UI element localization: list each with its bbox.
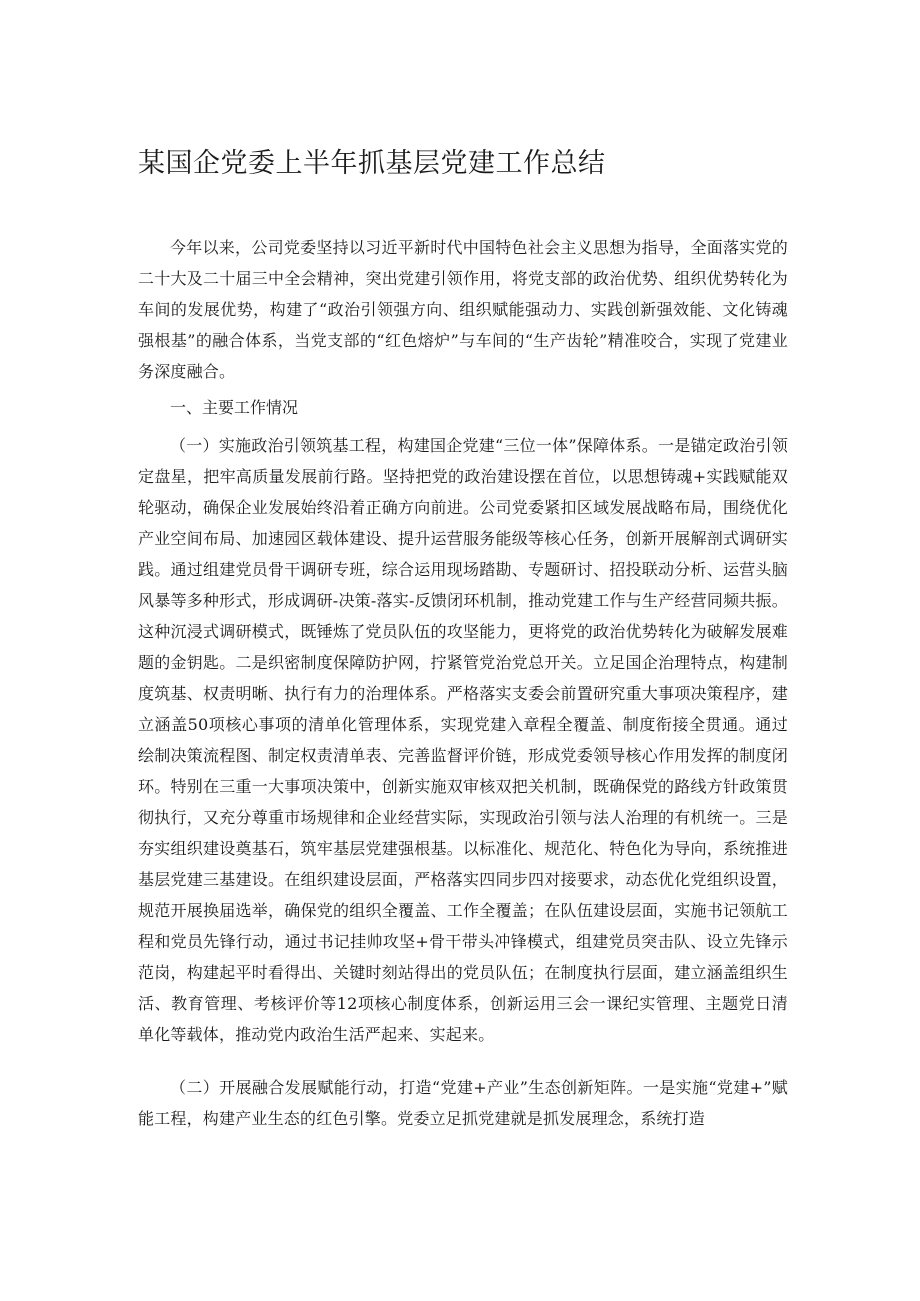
section1-paragraph-1: （一）实施政治引领筑基工程，构建国企党建“三位一体”保障体系。一是锚定政治引领定盘星，把牢高质量发展前行路。坚持把党的政治建设摆在首位，以思想铸魂+实践赋能双轮驱动，确保企业发展始终沿着正确方向前进。公司党委紧扣区域发展战略布局，围绕优化产业空间布局、加速园区载体建设、提升运营服务能级等核心任务，创新开展解剖式调研实践。通过组建党员骨干调研专班，综合运用现场踏勘、专题研讨、招投联动分析、运营头脑风暴等多种形式，形成调研-决策-落实-反馈闭环机制，推动党建工作与生产经营同频共振。这种沉浸式调研模式，既锤炼了党员队伍的攻坚能力，更将党的政治优势转化为破解发展难题的金钥匙。二是织密制度保障防护网，拧紧管党治党总开关。立足国企治理特点，构建制度筑基、权责明晰、执行有力的治理体系。严格落实支委会前置研究重大事项决策程序，建立涵盖50项核心事项的清单化管理体系，实现党建入章程全覆盖、制度衔接全贯通。通过绘制决策流程图、制定权责清单表、完善监督评价链，形成党委领导核心作用发挥的制度闭环。特别在三重一大事项决策中，创新实施双审核双把关机制，既确保党的路线方针政策贯彻执行，又充分尊重市场规律和企业经营实际，实现政治引领与法人治理的有机统一。三是夯实组织建设奠基石，筑牢基层党建强根基。以标准化、规范化、特色化为导向，系统推进基层党建三基建设。在组织建设层面，严格落实四同步四对接要求，动态优化党组织设置，规范开展换届选举，确保党的组织全覆盖、工作全覆盖；在队伍建设层面，实施书记领航工程和党员先锋行动，通过书记挂帅攻坚+骨干带头冲锋模式，组建党员突击队、设立先锋示范岗，构建起平时看得出、关键时刻站得出的党员队伍；在制度执行层面，建立涵盖组织生活、教育管理、考核评价等12项核心制度体系，创新运用三会一课纪实管理、主题党日清单化等载体，推动党内政治生活严起来、实起来。 xyxy=(138,436,788,1044)
section1-paragraph-2: （二）开展融合发展赋能行动，打造“党建+产业”生态创新矩阵。一是实施“党建+”赋能工程，构建产业生态的红色引擎。党委立足抓党建就是抓发展理念，系统打造 xyxy=(138,1078,788,1128)
section-heading-main-work: 一、主要工作情况 xyxy=(170,398,299,417)
document-title: 某国企党委上半年抓基层党建工作总结 xyxy=(138,148,606,179)
document-body xyxy=(138,232,788,1134)
intro-paragraph: 今年以来，公司党委坚持以习近平新时代中国特色社会主义思想为指导，全面落实党的二十大及二十届三中全会精神，突出党建引领作用，将党支部的政治优势、组织优势转化为车间的发展优势，构建了“政治引领强方向、组织赋能强动力、实践创新强效能、文化铸魂强根基”的融合体系，当党支部的“红色熔炉”与车间的“生产齿轮”精准咬合，实现了党建业务深度融合。 xyxy=(138,238,788,381)
